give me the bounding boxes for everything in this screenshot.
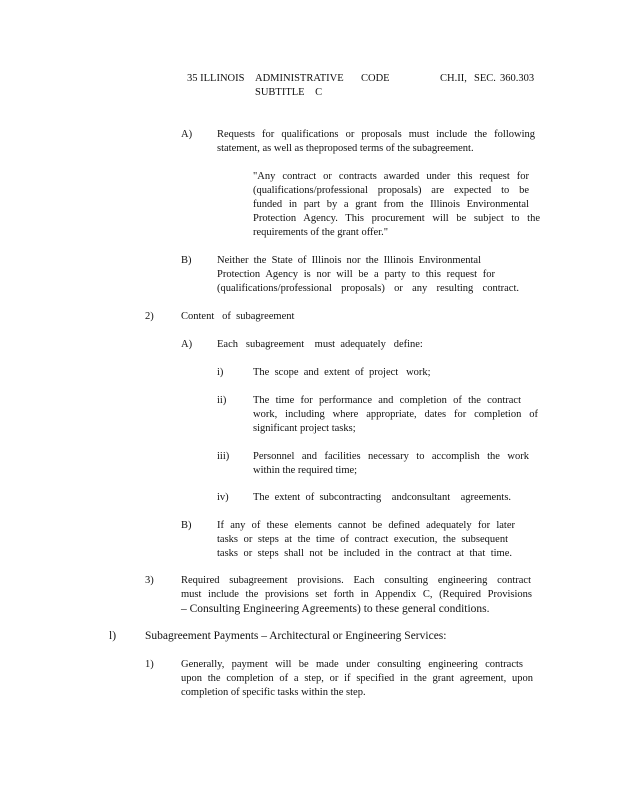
item-1-line: upon the completion of a step, or if specified in the grant agreement, upon — [181, 673, 533, 684]
item-1-line: Generally, payment will be made under consulting engineering contracts — [181, 659, 523, 670]
header-title-administrative: ADMINISTRATIVE — [255, 73, 344, 84]
item-a1-line: statement, as well as theproposed terms of the subagreement. — [217, 143, 474, 154]
item-1-label: 1) — [145, 659, 154, 670]
quote-line: (qualifications/professional proposals) are expected to be — [253, 185, 529, 196]
item-i-label: i) — [217, 367, 224, 378]
item-3-line: must include the provisions set forth in Appendix C, (Required Provisions — [181, 589, 532, 600]
item-b2-label: B) — [181, 520, 192, 531]
item-b1-text — [217, 254, 519, 296]
item-iii-text — [253, 450, 529, 478]
item-b2-text — [217, 519, 515, 561]
item-iii-line: within the required time; — [253, 465, 358, 476]
quote-block — [253, 170, 540, 240]
quote-line: Protection Agency. This procurement will be subject to the — [253, 213, 540, 224]
item-ii-line: The time for performance and completion of the contract — [253, 395, 521, 406]
header-section-number: 360.303 — [500, 73, 535, 84]
item-3-line: – Consulting Engineering Agreements) to these general conditions. — [181, 603, 490, 615]
quote-line: "Any contract or contracts awarded under this request for — [253, 171, 529, 182]
item-3-line: Required subagreement provisions. Each consulting engineering contract — [181, 575, 531, 586]
header-title-left: 35 ILLINOIS — [187, 73, 245, 84]
item-iii-line: Personnel and facilities necessary to accomplish the work — [253, 451, 529, 462]
item-3-label: 3) — [145, 575, 154, 586]
item-i-text: The scope and extent of project work; — [253, 367, 431, 378]
item-b2-line: If any of these elements cannot be defined adequately for later — [217, 520, 515, 531]
item-b1-label: B) — [181, 255, 192, 266]
item-b1-line: Neither the State of Illinois nor the Illinois Environmental — [217, 255, 481, 266]
header-sec: SEC. — [474, 73, 496, 84]
item-a2-text: Each subagreement must adequately define: — [217, 339, 423, 350]
item-1-line: completion of specific tasks within the step. — [181, 687, 366, 698]
item-1-text — [181, 658, 533, 700]
item-b1-line: Protection Agency is nor will be a party to this request for — [217, 269, 495, 280]
header-chapter: CH.II, — [440, 73, 467, 84]
item-ii-text — [253, 394, 538, 436]
item-ii-line: significant project tasks; — [253, 423, 356, 434]
item-ii-line: work, including where appropriate, dates for completion of — [253, 409, 538, 420]
item-iv-label: iv) — [217, 492, 229, 503]
item-l-heading: Subagreement Payments – Architectural or Engineering Services: — [145, 630, 447, 642]
item-iv-text: The extent of subcontracting andconsultant agreements. — [253, 492, 512, 503]
item-b2-line: tasks or steps shall not be included in the contract at that time. — [217, 548, 512, 559]
item-l-label: l) — [109, 630, 117, 642]
item-a1-line: Requests for qualifications or proposals must include the following — [217, 129, 535, 140]
item-ii-label: ii) — [217, 395, 227, 406]
item-a2-label: A) — [181, 339, 193, 350]
item-2-label: 2) — [145, 311, 154, 322]
quote-line: funded in part by a grant from the Illinois Environmental — [253, 199, 529, 210]
item-iii-label: iii) — [217, 451, 230, 462]
item-2-heading: Content of subagreement — [181, 311, 295, 322]
item-b1-line: (qualifications/professional proposals) or any resulting contract. — [217, 283, 519, 294]
item-a1-text — [217, 128, 535, 156]
header-title-code: CODE — [361, 73, 390, 84]
header-subtitle: SUBTITLE C — [255, 87, 323, 98]
quote-line: requirements of the grant offer." — [253, 227, 389, 238]
item-b2-line: tasks or steps at the time of contract execution, the subsequent — [217, 534, 508, 545]
item-3-text — [181, 574, 532, 617]
item-a1-label: A) — [181, 129, 193, 140]
